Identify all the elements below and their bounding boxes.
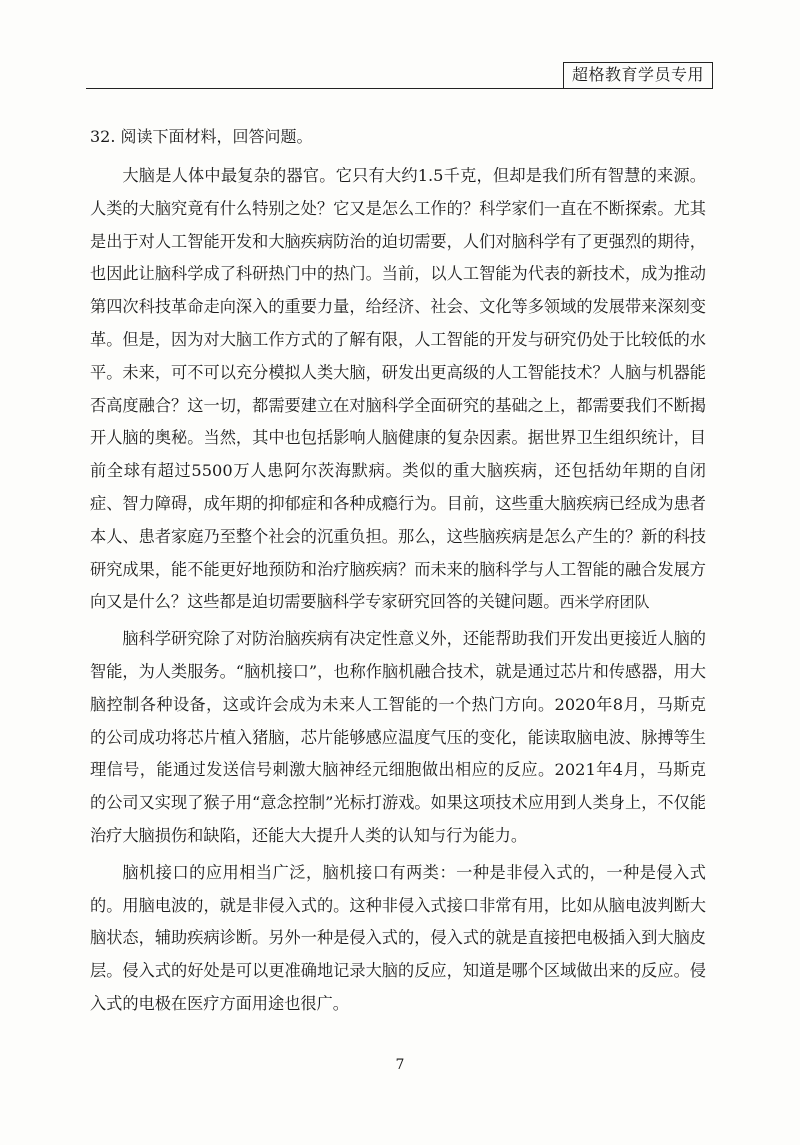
- paragraph-3: [90, 857, 706, 1021]
- question-title: 32. 阅读下面材料，回答问题。: [90, 127, 313, 146]
- page-number: 7: [395, 1057, 405, 1073]
- paragraph-2-text: 脑科学研究除了对防治脑疾病有决定性意义外，还能帮助我们开发出更接近人脑的智能，为人类服务。“脑机接口”，也称作脑机融合技术，就是通过芯片和传感器，用大脑控制各种设备，这或许会成为未来人工智能的一个热门方向。2020年8月，马斯克的公司成功将芯片植入猪脑，芯片能够感应温度气压的变化，能读取脑电波、脉搏等生理信号，能通过发送信号刺激大脑神经元细胞做出相应的反应。2021年4月，马斯克的公司又实现了猴子用“意念控制”光标打游戏。如果这项技术应用到人类身上，不仅能治疗大脑损伤和缺陷，还能大大提升人类的认知与行为能力。: [90, 629, 706, 845]
- paragraph-1-text: 大脑是人体中最复杂的器官。它只有大约1.5千克，但却是我们所有智慧的来源。人类的大脑究竟有什么特别之处？它又是怎么工作的？科学家们一直在不断探索。尤其是出于对人工智能开发和大脑疾病防治的迫切需要，人们对脑科学有了更强烈的期待，也因此让脑科学成了科研热门中的热门。当前，以人工智能为代表的新技术，成为推动第四次科技革命走向深入的重要力量，给经济、社会、文化等多领域的发展带来深刻变革。但是，因为对大脑工作方式的了解有限，人工智能的开发与研究仍处于比较低的水平。未来，可不可以充分模拟人类大脑，研发出更高级的人工智能技术？人脑与机器能否高度融合？这一切，都需要建立在对脑科学全面研究的基础之上，都需要我们不断揭开人脑的奥秘。当然，其中也包括影响人脑健康的复杂因素。据世界卫生组织统计，目前全球有超过5500万人患阿尔茨海默病。类似的重大脑疾病，还包括幼年期的自闭症、智力障碍，成年期的抑郁症和各种成瘾行为。目前，这些重大脑疾病已经成为患者本人、患者家庭乃至整个社会的沉重负担。那么，这些脑疾病是怎么产生的？新的科技研究成果，能不能更好地预防和治疗脑疾病？而未来的脑科学与人工智能的融合发展方向又是什么？这些都是迫切需要脑科学专家研究回答的关键问题。: [90, 166, 706, 612]
- paragraph-2: [90, 623, 706, 853]
- question-content: [90, 126, 706, 1025]
- paragraph-3-text: 脑机接口的应用相当广泛，脑机接口有两类：一种是非侵入式的，一种是侵入式的。用脑电波的，就是非侵入式的。这种非侵入式接口非常有用，比如从脑电波判断大脑状态，辅助疾病诊断。另外一种是侵入式的，侵入式的就是直接把电极插入到大脑皮层。侵入式的好处是可以更准确地记录大脑的反应，知道是哪个区域做出来的反应。侵入式的电极在医疗方面用途也很广。: [90, 862, 706, 1013]
- header-label: 超格教育学员专用: [563, 62, 713, 89]
- watermark-text: 西米学府团队: [559, 593, 650, 612]
- paragraph-1: [90, 160, 706, 619]
- header-divider: [86, 88, 713, 89]
